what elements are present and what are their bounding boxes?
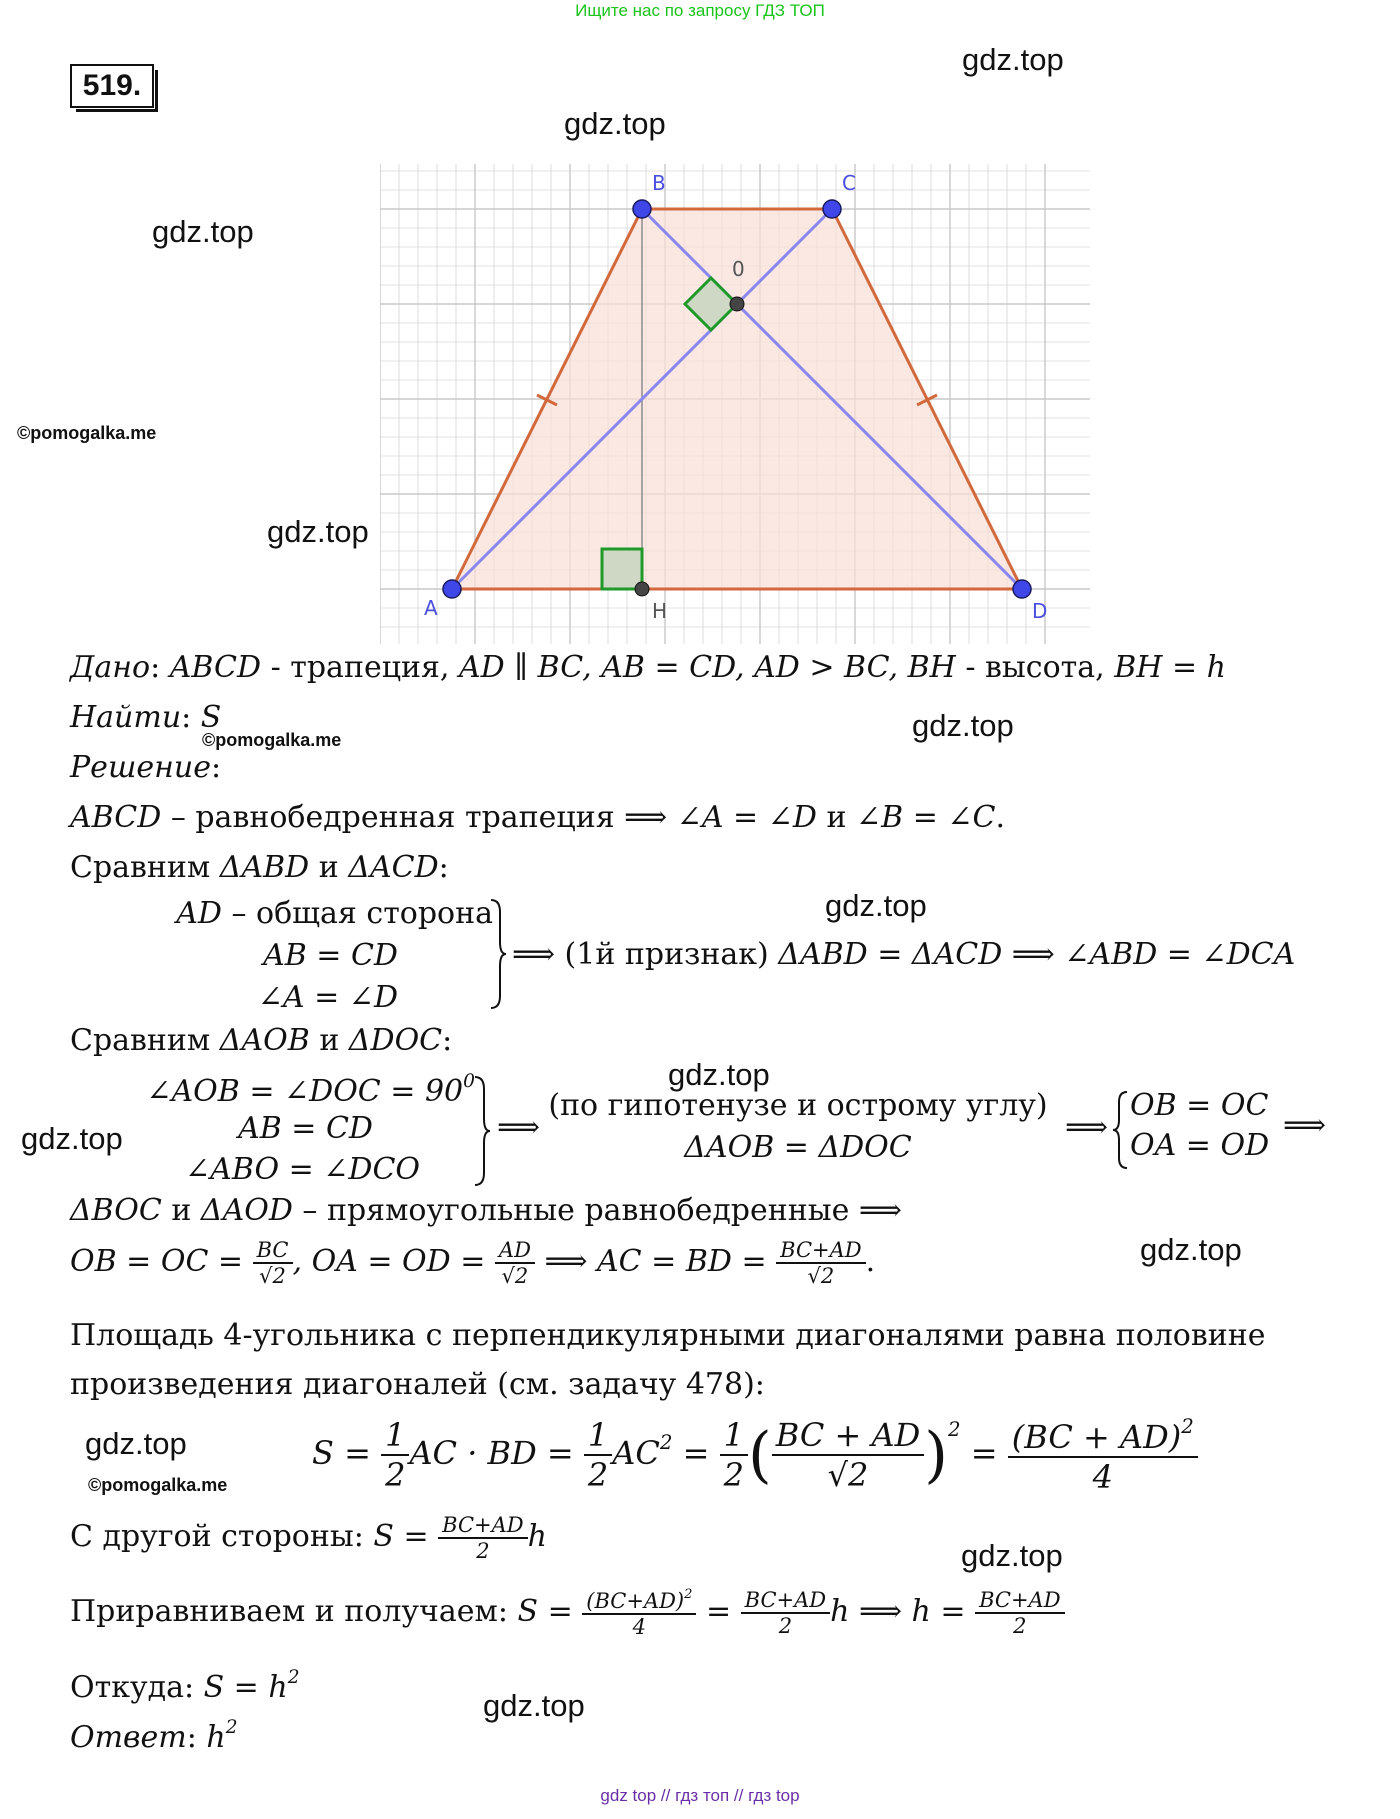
math: (BC+AD)	[586, 1588, 685, 1613]
denominator: √2	[259, 1264, 286, 1288]
watermark: gdz.top	[825, 888, 927, 923]
fraction-result	[1008, 1415, 1198, 1496]
brace-right	[488, 898, 508, 1010]
paren-right: )	[924, 1420, 948, 1491]
paragraph-line-2: произведения диагоналей (см. задачу 478):	[70, 1367, 765, 1402]
fraction	[741, 1588, 831, 1638]
fraction	[582, 1587, 696, 1639]
given-conditions: AD ∥ BC, AB = CD, AD > BC, BH	[458, 650, 956, 685]
text: Откуда:	[70, 1669, 204, 1705]
denominator: 2	[723, 1456, 744, 1495]
other-side-line	[70, 1513, 547, 1563]
label-a: A	[424, 596, 438, 620]
text: :	[442, 1023, 453, 1058]
numerator: 1	[720, 1416, 748, 1456]
given-figure: ABCD	[169, 650, 262, 685]
fraction	[253, 1238, 293, 1288]
trapezoid-figure	[380, 164, 1090, 644]
sys2-result-2: OA = OD	[1130, 1128, 1270, 1163]
text: и	[309, 850, 349, 885]
paragraph-line-1: Площадь 4-угольника с перпендикулярными диагоналями равна половине	[70, 1318, 1266, 1353]
point-h	[635, 582, 649, 596]
copyright-watermark: ©pomogalka.me	[202, 730, 342, 750]
math: S =	[373, 1519, 439, 1554]
exponent: 2	[684, 1587, 693, 1602]
text: С другой стороны:	[70, 1519, 374, 1554]
sys2-arrow-2: ⟹	[1065, 1110, 1109, 1145]
denominator: √2	[807, 1264, 835, 1288]
denominator: √2	[827, 1456, 869, 1495]
math: S = h	[203, 1669, 288, 1705]
point-c	[823, 200, 841, 218]
numerator: BC+AD	[975, 1588, 1065, 1614]
find-value: S	[200, 700, 222, 735]
math: (BC + AD)	[1011, 1417, 1182, 1456]
given-height: BH = h	[1114, 650, 1226, 685]
watermark: gdz.top	[564, 106, 666, 141]
given-line: Дано: ABCD - трапеция, AD ∥ BC, AB = CD, AD > BC, BH - высота, BH = h	[70, 650, 1226, 685]
math: ABCD	[70, 800, 162, 835]
text: :	[438, 850, 449, 885]
compare-2	[70, 1023, 452, 1058]
math: ΔBOC	[70, 1193, 162, 1228]
math: =	[696, 1593, 741, 1629]
math: AD	[176, 896, 222, 931]
point-o	[730, 297, 744, 311]
watermark: gdz.top	[85, 1426, 187, 1461]
numerator: BC+AD	[438, 1513, 528, 1539]
exponent: 2	[225, 1717, 238, 1738]
find-label: Найти	[70, 700, 182, 735]
numerator	[582, 1587, 696, 1615]
degree-sup: 0	[463, 1071, 475, 1092]
sys2-row-1	[110, 1071, 475, 1109]
math: ΔACD	[348, 850, 439, 885]
math: h	[206, 1719, 226, 1755]
fraction	[495, 1238, 535, 1288]
label-b: B	[652, 171, 666, 195]
sys1-row-3: ∠A = ∠D	[257, 980, 398, 1015]
math: ΔABD = ΔACD ⟹ ∠ABD = ∠DCA	[778, 937, 1296, 972]
text: – прямоугольные равнобедренные ⟹	[292, 1193, 902, 1228]
fraction	[975, 1588, 1065, 1638]
point-a	[443, 580, 461, 598]
solution-step-1	[70, 800, 1005, 835]
sys2-criterion: (по гипотенузе и острому углу)	[548, 1088, 1048, 1123]
text: Сравним	[70, 1023, 220, 1058]
point-b	[633, 200, 651, 218]
label-h: H	[652, 599, 668, 623]
watermark: gdz.top	[962, 42, 1064, 77]
point-d	[1013, 580, 1031, 598]
fraction	[776, 1238, 866, 1288]
brace-right	[472, 1075, 492, 1187]
math: AC · BD =	[409, 1433, 584, 1472]
math: S =	[517, 1593, 583, 1629]
sys2-row-2: AB = CD	[238, 1111, 373, 1146]
text: Приравниваем и получаем:	[70, 1593, 518, 1629]
text: – общая сторона	[221, 896, 493, 931]
watermark: gdz.top	[961, 1538, 1063, 1573]
numerator	[1008, 1415, 1198, 1458]
math: , OA = OD =	[292, 1244, 495, 1279]
sys2-arrow-3: ⟹	[1283, 1108, 1327, 1143]
math: =	[960, 1433, 1008, 1472]
sys1-conclusion	[512, 937, 1295, 972]
watermark: gdz.top	[483, 1688, 585, 1723]
numerator: 1	[381, 1416, 409, 1456]
whence-line	[70, 1667, 300, 1705]
text: – равнобедренная трапеция ⟹	[161, 800, 677, 835]
numerator: BC+AD	[741, 1588, 831, 1614]
math: AC	[612, 1433, 660, 1472]
math: h	[527, 1519, 547, 1554]
fraction	[438, 1513, 528, 1563]
denominator: 2	[587, 1456, 609, 1495]
watermark: gdz.top	[912, 708, 1014, 743]
numerator: BC	[253, 1238, 293, 1264]
label-o: 0	[732, 257, 745, 281]
sys2-arrow-1: ⟹	[497, 1110, 541, 1145]
numerator: AD	[495, 1238, 535, 1264]
watermark: gdz.top	[267, 514, 369, 549]
watermark: gdz.top	[668, 1057, 770, 1092]
sys2-result-1: OB = OC	[1130, 1088, 1269, 1123]
footer-links[interactable]: gdz top // гдз топ // гдз top	[600, 1786, 800, 1805]
area-formula	[312, 1415, 1198, 1496]
exponent: 2	[287, 1667, 300, 1688]
find-line: Найти: S	[70, 700, 222, 735]
text: и	[816, 800, 856, 835]
exponent: 2	[659, 1431, 673, 1455]
watermark: gdz.top	[21, 1121, 123, 1156]
exponent: 2	[1181, 1415, 1194, 1438]
solution-label: Решение	[70, 750, 211, 785]
copyright-watermark: ©pomogalka.me	[88, 1475, 228, 1495]
text: .	[995, 800, 1006, 835]
text: ⟹ (1й признак)	[512, 937, 779, 972]
denominator: √2	[501, 1264, 529, 1288]
given-label: Дано	[70, 650, 151, 685]
math: ΔABD	[219, 850, 310, 885]
math: OB = OC =	[70, 1244, 253, 1279]
text: и	[309, 1023, 349, 1058]
answer-line: Ответ: $h^2$	[70, 1717, 238, 1755]
numerator: 1	[584, 1416, 612, 1456]
fraction-inner	[772, 1416, 925, 1494]
solution-step-3	[70, 1238, 875, 1288]
search-banner[interactable]: Ищите нас по запросу ГДЗ ТОП	[575, 1, 825, 20]
numerator: BC+AD	[776, 1238, 866, 1264]
fraction-half	[720, 1416, 748, 1494]
label-c: C	[842, 171, 856, 195]
watermark: gdz.top	[152, 214, 254, 249]
given-text: - высота,	[955, 650, 1115, 685]
text: .	[865, 1244, 876, 1279]
math: ∠B = ∠C	[855, 800, 996, 835]
label-d: D	[1032, 599, 1048, 623]
equate-line	[70, 1587, 1065, 1639]
problem-number: 519.	[70, 64, 154, 108]
given-text: - трапеция,	[261, 650, 459, 685]
compare-1	[70, 850, 449, 885]
copyright-watermark: ©pomogalka.me	[17, 423, 157, 443]
fraction-half	[381, 1416, 409, 1494]
exponent: 2	[947, 1418, 961, 1442]
sys2-triangles-equal: ΔAOB = ΔDOC	[684, 1130, 912, 1165]
math: ∠A = ∠D	[676, 800, 817, 835]
denominator: 4	[632, 1614, 647, 1639]
math: ∠AOB = ∠DOC = 90	[146, 1073, 464, 1109]
sys2-row-3: ∠ABO = ∠DCO	[185, 1152, 420, 1187]
math: =	[672, 1433, 720, 1472]
brace-left	[1110, 1090, 1130, 1170]
numerator: BC + AD	[772, 1416, 925, 1456]
math: S =	[312, 1433, 382, 1472]
denominator: 2	[385, 1456, 406, 1495]
denominator: 2	[476, 1539, 490, 1563]
solution-line: Решение:	[70, 750, 222, 785]
math: ⟹ AC = BD =	[534, 1244, 777, 1279]
right-angle-h	[602, 549, 642, 589]
sys1-row-2: AB = CD	[263, 938, 398, 973]
math: ΔAOD	[200, 1193, 293, 1228]
sys1-row-1	[158, 896, 493, 931]
denominator: 2	[1013, 1613, 1027, 1638]
math: ΔDOC	[348, 1023, 443, 1058]
fraction-half	[584, 1416, 612, 1494]
denominator: 4	[1092, 1457, 1113, 1496]
watermark: gdz.top	[1140, 1232, 1242, 1267]
paren-left: (	[747, 1420, 772, 1491]
answer-label: Ответ	[70, 1719, 187, 1755]
solution-step-2	[70, 1193, 902, 1228]
math: h ⟹ h =	[830, 1593, 976, 1629]
text: Сравним	[70, 850, 220, 885]
math: ΔAOB	[219, 1023, 310, 1058]
text: и	[161, 1193, 201, 1228]
denominator: 2	[778, 1613, 793, 1638]
